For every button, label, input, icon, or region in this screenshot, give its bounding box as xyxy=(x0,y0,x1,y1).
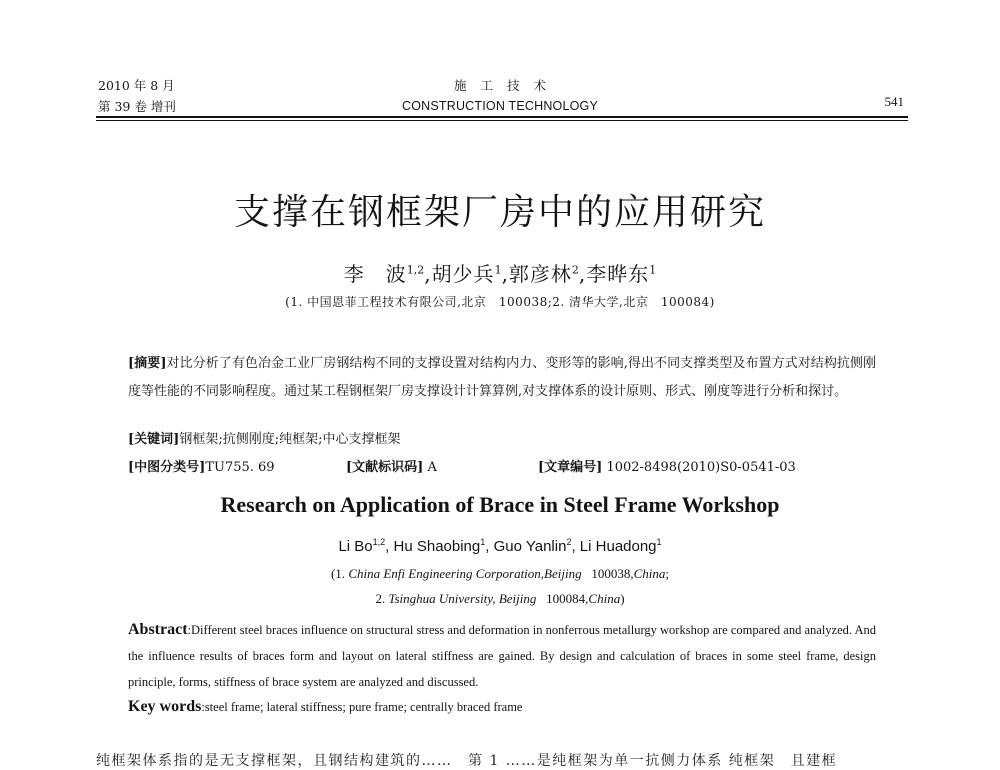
affiliation-en-1: (1. China Enfi Engineering Corporation,Beijing 100038,China; xyxy=(330,566,670,581)
header-rule-thick xyxy=(96,116,908,118)
article-id-value: 1002-8498(2010)S0-0541-03 xyxy=(606,460,796,475)
author-name: 李 波 xyxy=(343,262,407,286)
abstract-cn xyxy=(128,350,876,406)
running-header-left xyxy=(98,75,176,117)
country: China xyxy=(588,591,621,606)
author-affil-mark: 1 xyxy=(656,537,662,547)
abstract-label-cn: [摘要] xyxy=(128,356,167,371)
author-name: 胡少兵 xyxy=(431,262,495,286)
author-name: Hu Shaobing xyxy=(393,538,481,555)
author-affil-mark: 1,2 xyxy=(372,537,386,547)
affiliation-cn: (1. 中国恩菲工程技术有限公司,北京 100038;2. 清华大学,北京 100084) xyxy=(285,295,715,309)
keywords-label-en: Key words xyxy=(128,698,202,715)
article-id-label: [文章编号] xyxy=(538,460,603,475)
affiliation-org: Tsinghua University, Beijing xyxy=(388,591,537,606)
issue-date: 2010 年 8 月 xyxy=(98,78,175,93)
keywords-cn xyxy=(128,428,400,447)
running-header-center xyxy=(300,75,700,117)
affiliation-org: China Enfi Engineering Corporation,Beijing xyxy=(348,566,582,581)
author-name: Guo Yanlin xyxy=(493,538,567,555)
author-affil-mark: 2 xyxy=(566,537,572,547)
document-code-label: [文献标识码] xyxy=(346,460,424,475)
article-id xyxy=(538,456,796,475)
volume-info: 第 39 卷 增刊 xyxy=(98,99,176,114)
author-affil-mark: 1 xyxy=(494,263,502,277)
author-name: 郭彦林 xyxy=(508,262,572,286)
author-list-cn: 李 波$^{1,2}$,胡少兵$^1$,郭彦林$^2$,李晔东$^1$ xyxy=(343,262,657,286)
page-number: 541 xyxy=(884,94,904,109)
journal-name-en: CONSTRUCTION TECHNOLOGY xyxy=(401,99,599,113)
author-affil-mark: 1 xyxy=(480,537,486,547)
abstract-text-en: Different steel braces influence on structural stress and deformation in nonferrous metallurgy workshop are compared and analyzed. And the influence results of braces form and layout on lateral stiffness are gained. By design and calculation of braces in some steel frame, design principle, forms, stiffness of brace system are analyzed and discussed. xyxy=(128,623,876,689)
affiliation-en-2: 2. Tsinghua University, Beijing 100084,China) xyxy=(375,591,625,606)
classification-number xyxy=(128,456,275,475)
keywords-text-cn: 钢框架;抗侧刚度;纯框架;中心支撑框架 xyxy=(179,432,401,447)
paper-title-en: Research on Application of Brace in Steel Frame Workshop xyxy=(220,492,780,517)
country: China xyxy=(633,566,666,581)
postal-code: 100038, xyxy=(591,566,634,581)
author-name: Li Huadong xyxy=(579,538,657,555)
keywords-en: Key words:steel frame; lateral stiffness; pure frame; centrally braced frame xyxy=(128,698,523,715)
postal-code: 100084, xyxy=(546,591,589,606)
author-affil-mark: 1,2 xyxy=(406,263,425,277)
abstract-en: Abstract:Different steel braces influence on structural stress and deformation in nonferrous metallurgy workshop are compared and analyzed. And the influence results of braces form and layout on lateral stiffness are gained. By design and calculation of braces in some steel frame, design principle, forms, stiffness of brace system are analyzed and discussed. xyxy=(128,621,876,689)
document-code xyxy=(346,456,437,475)
author-name: 李晔东 xyxy=(586,262,650,286)
author-affil-mark: 1 xyxy=(649,263,657,277)
classification-value: TU755. 69 xyxy=(205,460,275,475)
body-text-fragment: 纯框架体系指的是无支撑框架，且钢结构建筑的…… 第 1 ……是纯框架为单一抗侧力体系 纯框架 且建框 xyxy=(96,753,838,769)
journal-name-cn: 施工技术 xyxy=(453,78,560,93)
author-name: Li Bo xyxy=(338,538,373,555)
keywords-text-en: steel frame; lateral stiffness; pure frame; centrally braced frame xyxy=(204,700,523,714)
abstract-text-cn: 对比分析了有色冶金工业厂房钢结构不同的支撑设置对结构内力、变形等的影响,得出不同支撑类型及布置方式对结构抗侧刚度等性能的不同影响程度。通过某工程钢框架厂房支撑设计计算算例,对支撑体系的设计原则、形式、刚度等进行分析和探讨。 xyxy=(128,356,876,399)
paper-title-cn: 支撑在钢框架厂房中的应用研究 xyxy=(233,192,766,233)
abstract-label-en: Abstract xyxy=(128,621,188,638)
author-list-en: Li Bo$^{1,2}$, Hu Shaobing$^1$, Guo Yanlin$^2$, Li Huadong$^1$ xyxy=(338,537,662,555)
keywords-label-cn: [关键词] xyxy=(128,432,180,447)
classification-label: [中图分类号] xyxy=(128,460,206,475)
author-affil-mark: 2 xyxy=(571,263,579,277)
header-rule-thin xyxy=(96,120,908,121)
document-code-value: A xyxy=(427,460,437,475)
